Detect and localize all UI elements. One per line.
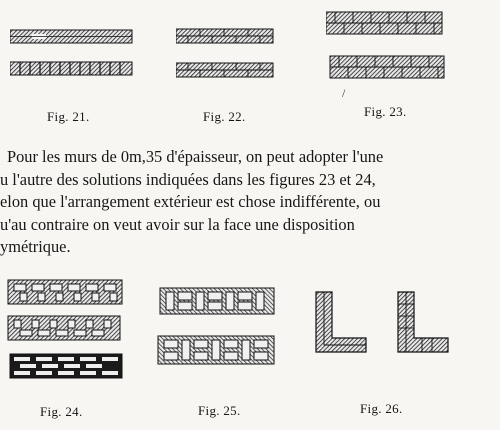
fig26-angle-right xyxy=(398,292,448,352)
fig24-drawing xyxy=(6,276,126,384)
body-paragraph xyxy=(0,146,500,259)
fig21-caption: Fig. 21. xyxy=(47,109,90,124)
fig26-drawing xyxy=(312,290,462,358)
paragraph-line-4: u'au contraire on veut avoir sur la face une disposition xyxy=(0,214,355,234)
fig23-drawing xyxy=(326,10,446,82)
fig26-angle-left xyxy=(316,292,366,352)
paragraph-line-3: elon que l'arrangement extérieur est chose indifférente, ou xyxy=(0,192,381,211)
paragraph-line-2: u l'autre des solutions indiquées dans les figures 23 et 24, xyxy=(0,169,376,189)
fig25-drawing xyxy=(156,286,286,370)
fig24-caption: Fig. 24. xyxy=(40,404,83,419)
fig21-drawing xyxy=(10,28,135,78)
stray-mark: / xyxy=(342,86,346,100)
paragraph-line-1: Pour les murs de 0m,35 d'épaisseur, on peut adopter l'une xyxy=(7,147,384,166)
fig21-wall-bottom xyxy=(10,62,132,75)
fig26-caption: Fig. 26. xyxy=(360,401,403,416)
paragraph-line-5: ymétrique. xyxy=(0,237,71,256)
fig23-caption: Fig. 23. xyxy=(364,104,407,119)
fig22-caption: Fig. 22. xyxy=(203,109,246,124)
fig22-drawing xyxy=(176,27,276,79)
fig25-caption: Fig. 25. xyxy=(198,403,241,418)
